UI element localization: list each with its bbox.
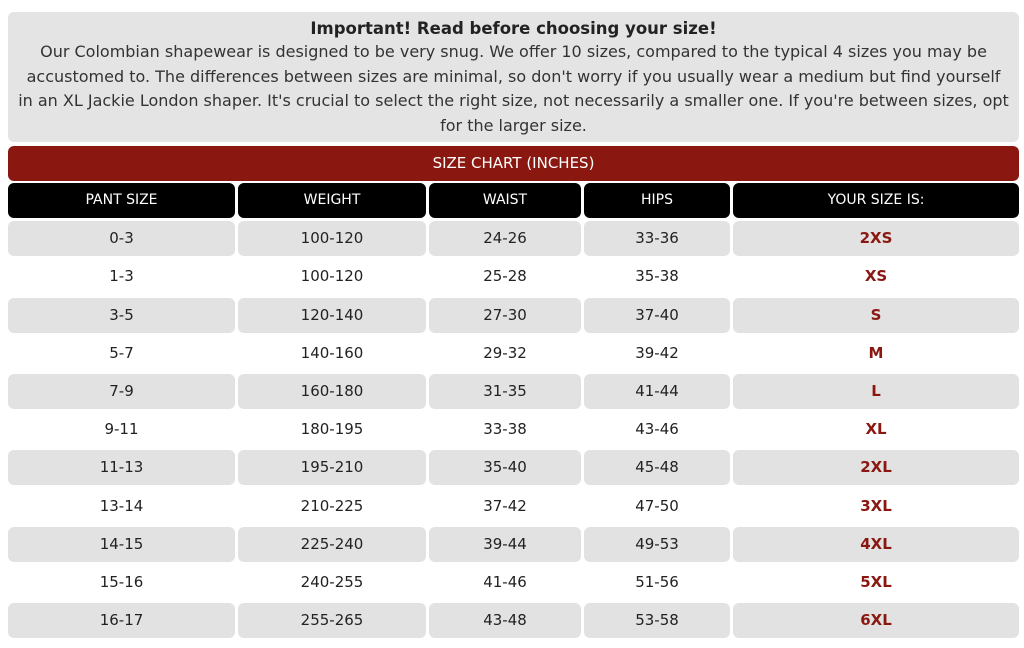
cell-weight: 225-240 bbox=[238, 527, 426, 562]
table-row bbox=[8, 298, 1019, 336]
table-row bbox=[8, 412, 1019, 450]
cell-weight: 100-120 bbox=[238, 259, 426, 294]
table-row bbox=[8, 603, 1019, 641]
cell-your-size: S bbox=[733, 298, 1019, 333]
header-pant-size: PANT SIZE bbox=[8, 183, 235, 218]
cell-waist: 43-48 bbox=[429, 603, 581, 638]
cell-pant-size: 14-15 bbox=[8, 527, 235, 562]
cell-weight: 100-120 bbox=[238, 221, 426, 256]
cell-waist: 24-26 bbox=[429, 221, 581, 256]
cell-hips: 41-44 bbox=[584, 374, 730, 409]
cell-hips: 43-46 bbox=[584, 412, 730, 447]
cell-weight: 210-225 bbox=[238, 489, 426, 524]
cell-your-size: 2XL bbox=[733, 450, 1019, 485]
cell-waist: 39-44 bbox=[429, 527, 581, 562]
header-weight: WEIGHT bbox=[238, 183, 426, 218]
table-row bbox=[8, 489, 1019, 527]
cell-pant-size: 9-11 bbox=[8, 412, 235, 447]
cell-hips: 45-48 bbox=[584, 450, 730, 485]
cell-hips: 33-36 bbox=[584, 221, 730, 256]
cell-weight: 140-160 bbox=[238, 336, 426, 371]
cell-weight: 180-195 bbox=[238, 412, 426, 447]
cell-waist: 29-32 bbox=[429, 336, 581, 371]
cell-pant-size: 11-13 bbox=[8, 450, 235, 485]
cell-waist: 31-35 bbox=[429, 374, 581, 409]
cell-waist: 33-38 bbox=[429, 412, 581, 447]
cell-hips: 35-38 bbox=[584, 259, 730, 294]
cell-waist: 35-40 bbox=[429, 450, 581, 485]
table-row bbox=[8, 336, 1019, 374]
cell-your-size: 4XL bbox=[733, 527, 1019, 562]
size-notice bbox=[8, 12, 1019, 142]
table-row bbox=[8, 527, 1019, 565]
cell-your-size: 5XL bbox=[733, 565, 1019, 600]
cell-hips: 37-40 bbox=[584, 298, 730, 333]
cell-waist: 25-28 bbox=[429, 259, 581, 294]
notice-body: Our Colombian shapewear is designed to be very snug. We offer 10 sizes, compared to the typical 4 sizes you may be accustomed to. The differences between sizes are minimal, so don't worry if you usually wear a medium but find yourself in an XL Jackie London shaper. It's crucial to select the right size, not necessarily a smaller one. If you're between sizes, opt for the larger size. bbox=[18, 42, 1009, 135]
cell-pant-size: 16-17 bbox=[8, 603, 235, 638]
cell-pant-size: 5-7 bbox=[8, 336, 235, 371]
cell-hips: 51-56 bbox=[584, 565, 730, 600]
cell-your-size: 6XL bbox=[733, 603, 1019, 638]
header-hips: HIPS bbox=[584, 183, 730, 218]
size-chart-table bbox=[8, 183, 1019, 641]
cell-hips: 49-53 bbox=[584, 527, 730, 562]
cell-pant-size: 7-9 bbox=[8, 374, 235, 409]
table-body bbox=[8, 221, 1019, 641]
cell-weight: 160-180 bbox=[238, 374, 426, 409]
cell-your-size: 2XS bbox=[733, 221, 1019, 256]
cell-weight: 195-210 bbox=[238, 450, 426, 485]
table-row bbox=[8, 221, 1019, 259]
cell-weight: 120-140 bbox=[238, 298, 426, 333]
header-your-size: YOUR SIZE IS: bbox=[733, 183, 1019, 218]
cell-hips: 53-58 bbox=[584, 603, 730, 638]
cell-waist: 41-46 bbox=[429, 565, 581, 600]
size-chart-title: SIZE CHART (INCHES) bbox=[8, 146, 1019, 181]
header-waist: WAIST bbox=[429, 183, 581, 218]
table-row bbox=[8, 565, 1019, 603]
cell-pant-size: 13-14 bbox=[8, 489, 235, 524]
cell-your-size: M bbox=[733, 336, 1019, 371]
cell-your-size: XS bbox=[733, 259, 1019, 294]
table-header-row bbox=[8, 183, 1019, 221]
table-row bbox=[8, 374, 1019, 412]
cell-waist: 37-42 bbox=[429, 489, 581, 524]
cell-pant-size: 3-5 bbox=[8, 298, 235, 333]
cell-weight: 240-255 bbox=[238, 565, 426, 600]
cell-pant-size: 0-3 bbox=[8, 221, 235, 256]
cell-your-size: XL bbox=[733, 412, 1019, 447]
cell-weight: 255-265 bbox=[238, 603, 426, 638]
cell-pant-size: 1-3 bbox=[8, 259, 235, 294]
cell-hips: 39-42 bbox=[584, 336, 730, 371]
cell-hips: 47-50 bbox=[584, 489, 730, 524]
table-row bbox=[8, 450, 1019, 488]
notice-title: Important! Read before choosing your size! bbox=[310, 19, 717, 38]
cell-your-size: 3XL bbox=[733, 489, 1019, 524]
cell-your-size: L bbox=[733, 374, 1019, 409]
table-row bbox=[8, 259, 1019, 297]
cell-waist: 27-30 bbox=[429, 298, 581, 333]
cell-pant-size: 15-16 bbox=[8, 565, 235, 600]
